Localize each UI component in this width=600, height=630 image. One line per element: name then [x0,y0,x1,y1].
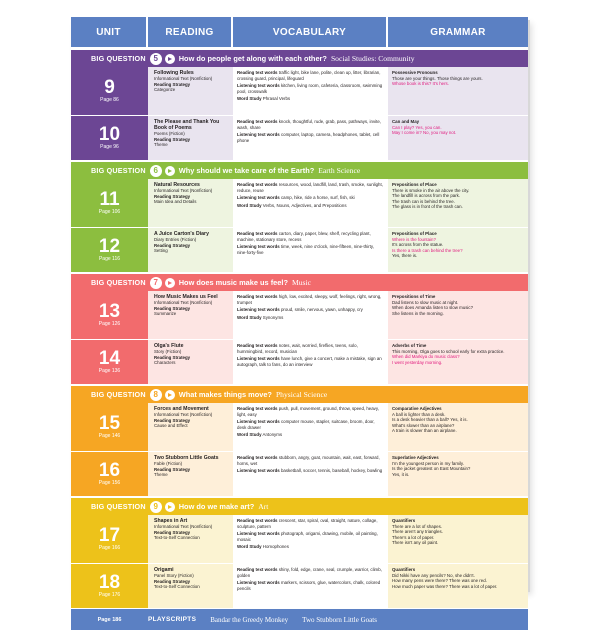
grammar-topic: Prepositions of Time [392,294,436,299]
unit-number: 18 [98,572,121,593]
vocab-key: Reading text words [237,406,278,411]
grammar-topic: Possessive Pronouns [392,70,438,75]
grammar-example: The trash can is behind the tree. [392,198,455,204]
vocab-key: Listening text words [237,307,280,313]
vocab-key: Word Study [237,544,262,550]
scope-sequence-page [71,17,528,624]
vocab-key: Reading text words [237,567,278,572]
unit-number-cell [71,116,148,160]
vocab-words: have lunch, give a concert, make a mistake, sign an autograph, talk to fans, do an interview [237,356,382,367]
big-question-label: BIG QUESTION [91,166,146,175]
vocab-key: Reading text words [237,518,278,523]
big-question-number: 8 [150,389,162,401]
vocab-line [237,468,384,474]
vocab-line [237,531,384,542]
reading-title: Following Rules [154,70,194,76]
reading-strategy-label: Reading Strategy [154,81,191,87]
unit-page: Page 86 [100,97,119,103]
big-question-label: BIG QUESTION [91,278,146,287]
vocab-words: Antonyms [262,432,283,438]
grammar-example: What's slower than an airplane? [392,422,455,428]
unit-number-cell [71,340,148,384]
table-header [71,17,528,49]
vocab-key: Reading text words [237,231,278,236]
unit-row [71,515,528,564]
grammar-cell [388,179,528,227]
unit-number-cell [71,67,148,115]
unit-row [71,291,528,340]
unit-row [71,340,528,385]
vocab-key: Word Study [237,432,262,438]
vocab-key: Listening text words [237,531,280,537]
reading-cell [148,116,233,160]
play-icon[interactable] [165,390,175,400]
reading-strategy: Main Idea and Details [154,199,197,205]
header-reading: READING [148,17,233,47]
grammar-cell [388,116,528,160]
footer-label: PLAYSCRIPTS [148,616,197,623]
grammar-example: Yes, there is. [392,253,418,259]
vocab-line [237,518,384,529]
vocab-key: Listening text words [237,419,280,425]
unit-number: 15 [98,413,121,434]
reading-strategy-label: Reading Strategy [154,466,191,472]
vocab-line [237,195,384,201]
unit-page: Page 116 [98,256,121,262]
vocab-line [237,343,384,354]
vocab-words: computer, laptop, camera, headphones, tablet, cell phone [237,132,380,143]
grammar-example: Dad listens to slow music at night. [392,299,459,305]
big-question-subject: Earth Science [318,166,361,175]
play-icon[interactable] [165,166,175,176]
unit-number: 12 [98,236,121,257]
unit-row [71,228,528,273]
vocab-key: Listening text words [237,195,280,201]
reading-strategy: Theme [154,142,168,148]
reading-cell [148,179,233,227]
unit-page: Page 146 [98,433,121,439]
big-question-text: How do people get along with each other? [178,54,327,63]
grammar-example: May I come in? No, you may not. [392,130,457,136]
vocab-words: shiny, fold, edge, crane, seal, crumple, warrior, climb, golden [237,567,382,578]
vocab-words: stubborn, angry, goat, mountain, wait, east, forward, horns, wet [237,455,380,466]
reading-strategy-label: Reading Strategy [154,578,191,584]
big-question-text: Why should we take care of the Earth? [178,166,315,175]
reading-strategy-label: Reading Strategy [154,529,191,535]
big-question-label: BIG QUESTION [91,390,146,399]
reading-title: How Music Makes us Feel [154,294,218,300]
vocab-words: kitchen, living room, cafeteria, classroom, swimming pool, crosswalk [237,83,383,94]
grammar-example: How much paper was there? There was a lot of paper. [392,583,498,589]
vocab-line [237,455,384,466]
unit-number: 13 [98,301,121,322]
reading-cell [148,515,233,563]
vocab-words: Phrasal Verbs [262,96,291,102]
grammar-cell [388,340,528,384]
grammar-example: I went yesterday morning. [392,359,443,365]
vocab-key: Reading text words [237,294,278,299]
big-question-subject: Social Studies: Community [330,54,415,63]
vocab-words: high, low, excited, sleepy, wolf, feelings, right, wrong, trumpet [237,294,382,305]
vocab-words: time, week, nine o'clock, nine-fifteen, nine-thirty, nine-forty-five [237,244,374,255]
big-question-subject: Art [258,502,269,511]
vocab-words: basketball, soccer, tennis, baseball, hockey, bowling [280,468,383,474]
reading-genre: Story (Fiction) [154,349,182,354]
vocab-line [237,356,384,367]
grammar-topic: Quantifiers [392,567,416,572]
unit-row [71,564,528,609]
reading-strategy: Text-to-Self Connection [154,535,200,541]
vocab-line [237,294,384,305]
vocab-key: Reading text words [237,455,278,460]
grammar-topic: Adverbs of Time [392,343,427,348]
unit-row [71,179,528,228]
vocab-line [237,182,384,193]
vocab-line [237,419,384,430]
grammar-topic: Prepositions of Place [392,231,437,236]
reading-strategy: Categorize [154,87,176,93]
reading-title: Natural Resources [154,182,200,188]
vocab-line [237,132,384,143]
unit-page: Page 96 [100,144,119,150]
grammar-cell [388,228,528,272]
vocab-key: Listening text words [237,468,280,474]
grammar-example: Is the jacket greatest on East Mountain? [392,466,471,472]
unit-number-cell [71,564,148,608]
big-question-label: BIG QUESTION [91,54,146,63]
vocab-key: Listening text words [237,244,280,250]
unit-number: 11 [99,189,120,210]
reading-strategy: Setting [154,248,168,254]
unit-number-cell [71,403,148,451]
reading-title: The Please and Thank You Book of Poems [154,119,220,131]
unit-number-cell [71,515,148,563]
reading-strategy-label: Reading Strategy [154,136,191,142]
vocab-words: Homophones [262,544,289,550]
unit-number: 10 [98,124,121,145]
vocab-key: Listening text words [237,132,280,138]
vocab-key: Word Study [237,314,262,320]
vocab-key: Reading text words [237,70,278,75]
vocab-key: Reading text words [237,343,278,348]
grammar-example: Whose book is this? It's hers. [392,81,449,87]
vocab-words: camp, hike, ride a horse, surf, fish, ski [280,195,355,201]
unit-page: Page 106 [98,209,121,215]
grammar-example: The landfill is across from the park. [392,193,461,199]
reading-strategy-label: Reading Strategy [154,354,191,360]
vocab-line [237,315,384,321]
reading-title: Forces and Movement [154,406,209,412]
vocab-words: computer mouse, stapler, suitcase, broom, door, desk drawer [237,419,375,430]
unit-row [71,67,528,116]
grammar-example: A ball is lighter than a desk. [392,411,446,417]
grammar-example: How many pens were there? There was one red. [392,578,487,584]
grammar-example: Is there a trash can behind the tree? [392,247,463,253]
play-icon[interactable] [165,278,175,288]
unit-page: Page 136 [98,368,121,374]
reading-title: Shapes in Art [154,518,188,524]
big-question-number: 6 [150,165,162,177]
play-icon[interactable] [165,502,175,512]
vocabulary-cell [233,403,388,451]
reading-cell [148,452,233,496]
vocab-line [237,406,384,417]
grammar-example: Did Nikki have any pencils? No, she didn't. [392,572,475,578]
grammar-cell [388,564,528,608]
reading-strategy-label: Reading Strategy [154,305,191,311]
vocab-key: Word Study [237,96,262,102]
reading-strategy: Cause and Effect [154,423,188,429]
reading-cell [148,403,233,451]
unit-number-cell [71,452,148,496]
unit-number: 16 [98,460,121,481]
reading-strategy-label: Reading Strategy [154,417,191,423]
vocab-words: traffic light, bike lane, polite, clean up, litter, librarian, crossing guard, principal, lifeguard [237,70,381,81]
grammar-cell [388,291,528,339]
unit-number-cell [71,228,148,272]
vocab-line [237,70,384,81]
sections-container [71,49,528,609]
reading-strategy: Text-to-Self Connection [154,584,200,590]
vocab-words: notes, wait, worried, fireflies, teens, solo, hummingbird, record, musician [237,343,358,354]
unit-row [71,403,528,452]
big-question-text: What makes things move? [178,390,272,399]
reading-genre: Informational Text (Nonfiction) [154,300,213,305]
grammar-example: A train is slower than an airplane. [392,428,457,434]
reading-genre: Informational Text (Nonfiction) [154,524,213,529]
vocab-line [237,119,384,130]
grammar-example: It's across from the statue. [392,242,444,248]
footer-bar [71,609,528,630]
unit-page: Page 156 [98,480,121,486]
vocab-words: Synonyms [262,314,284,320]
vocab-line [237,244,384,255]
vocabulary-cell [233,515,388,563]
unit-number-cell [71,179,148,227]
unit-number-cell [71,291,148,339]
grammar-example: Those are your things. Those things are yours. [392,75,483,81]
reading-genre: Informational Text (Nonfiction) [154,76,213,81]
grammar-cell [388,403,528,451]
big-question-number: 9 [150,501,162,513]
grammar-example: There aren't any triangles. [392,529,443,535]
unit-row [71,452,528,497]
unit-page: Page 126 [98,321,121,327]
vocab-words: push, pull, movement, ground, throw, speed, heavy, light, easy [237,406,379,417]
vocab-words: markers, scissors, glue, watercolors, chalk, colored pencils [237,580,381,591]
big-question-number: 5 [150,53,162,65]
reading-genre: Panel Story (Fiction) [154,573,194,578]
big-question-bar [71,385,528,403]
vocabulary-cell [233,291,388,339]
vocab-line [237,432,384,438]
reading-cell [148,340,233,384]
header-vocabulary: VOCABULARY [233,17,388,47]
grammar-topic: Comparative Adjectives [392,406,442,411]
vocab-key: Listening text words [237,83,280,89]
big-question-bar [71,161,528,179]
footer-item: Two Stubborn Little Goats [302,615,377,624]
vocab-line [237,96,384,102]
vocab-line [237,203,384,209]
unit-number: 17 [98,525,121,546]
reading-strategy: Theme [154,472,168,478]
reading-genre: Poems (Fiction) [154,131,185,136]
grammar-topic: Prepositions of Place [392,182,437,187]
vocab-line [237,231,384,242]
vocab-key: Word Study [237,202,262,208]
vocab-line [237,544,384,550]
grammar-topic: Can and May [392,119,420,124]
reading-cell [148,564,233,608]
unit-page: Page 176 [98,592,121,598]
footer-page: Page 186 [97,616,122,623]
reading-cell [148,228,233,272]
big-question-bar [71,273,528,291]
grammar-topic: Superlative Adjectives [392,455,439,460]
grammar-example: Where is the fountain? [392,236,436,242]
grammar-cell [388,67,528,115]
reading-genre: Informational Text (Nonfiction) [154,412,213,417]
vocabulary-cell [233,116,388,160]
grammar-example: When did Markiya do music class? [392,354,460,360]
big-question-text: How does music make us feel? [178,278,288,287]
play-icon[interactable] [165,54,175,64]
grammar-example: Is a desk heavier than a ball? Yes, it is. [392,417,468,423]
grammar-topic: Quantifiers [392,518,416,523]
vocab-line [237,567,384,578]
reading-strategy: Characters [154,360,176,366]
big-question-label: BIG QUESTION [91,502,146,511]
grammar-example: There isn't any oil paint. [392,540,439,546]
reading-title: A Juice Carton's Diary [154,231,209,237]
vocab-words: resources, wood, landfill, land, trash, smoke, sunlight, reduce, reuse [237,182,383,193]
vocab-key: Listening text words [237,356,280,362]
unit-page: Page 166 [98,545,121,551]
reading-genre: Diary Entries (Fiction) [154,237,197,242]
vocab-words: crescent, star, spiral, oval, straight, nature, collage, sculpture, pattern [237,518,378,529]
reading-title: Two Stubborn Little Goats [154,455,219,461]
grammar-cell [388,452,528,496]
vocabulary-cell [233,452,388,496]
big-question-bar [71,49,528,67]
vocab-words: proud, smile, nervous, yawn, unhappy, cry [280,307,363,313]
vocab-words: photograph, origami, drawing, mobile, oil painting, mosaic [237,531,378,542]
unit-number: 9 [104,77,115,98]
grammar-example: The glass is in front of the trash can. [392,204,463,210]
reading-genre: Informational Text (Nonfiction) [154,188,213,193]
reading-cell [148,67,233,115]
reading-cell [148,291,233,339]
big-question-number: 7 [150,277,162,289]
big-question-subject: Physical Science [275,390,328,399]
grammar-example: There is smoke in the air above the city. [392,187,470,193]
vocabulary-cell [233,564,388,608]
reading-genre: Fable (Fiction) [154,461,183,466]
vocab-words: carton, diary, paper, blew, shelf, recycling plant, machine, stationary store, recess [237,231,371,242]
grammar-example: This morning, Olga goes to school early for extra practice. [392,348,505,354]
vocabulary-cell [233,340,388,384]
big-question-bar [71,497,528,515]
footer-item: Bandar the Greedy Monkey [210,615,289,624]
vocab-line [237,83,384,94]
big-question-subject: Music [291,278,311,287]
grammar-example: Yes, it is. [392,471,410,477]
vocab-line [237,307,384,313]
grammar-example: When does Amanda listen to slow music? [392,305,474,311]
reading-title: Olga's Flute [154,343,184,349]
vocab-key: Reading text words [237,119,278,124]
vocab-key: Reading text words [237,182,278,187]
vocab-words: Verbs, Nouns, Adjectives, and Prepositions [262,202,347,208]
grammar-example: She listens in the morning. [392,310,444,316]
header-grammar: GRAMMAR [430,26,486,38]
grammar-example: I'm the youngest person in my family. [392,460,465,466]
vocab-key: Listening text words [237,580,280,586]
vocab-words: knock, thoughtful, rude, grab, pass, pathways, invite, wash, share [237,119,381,130]
grammar-example: There's a lot of paper. [392,534,435,540]
reading-title: Origami [154,567,174,573]
reading-strategy-label: Reading Strategy [154,193,191,199]
grammar-example: Can I play? Yes, you can. [392,124,442,130]
vocabulary-cell [233,228,388,272]
unit-number: 14 [98,348,121,369]
grammar-example: There are a lot of shapes. [392,523,443,529]
reading-strategy: Summarize [154,311,177,317]
grammar-cell [388,515,528,563]
big-question-text: How do we make art? [178,502,255,511]
header-unit: UNIT [71,17,148,47]
reading-strategy-label: Reading Strategy [154,242,191,248]
vocabulary-cell [233,179,388,227]
vocabulary-cell [233,67,388,115]
unit-row [71,116,528,161]
vocab-line [237,580,384,591]
